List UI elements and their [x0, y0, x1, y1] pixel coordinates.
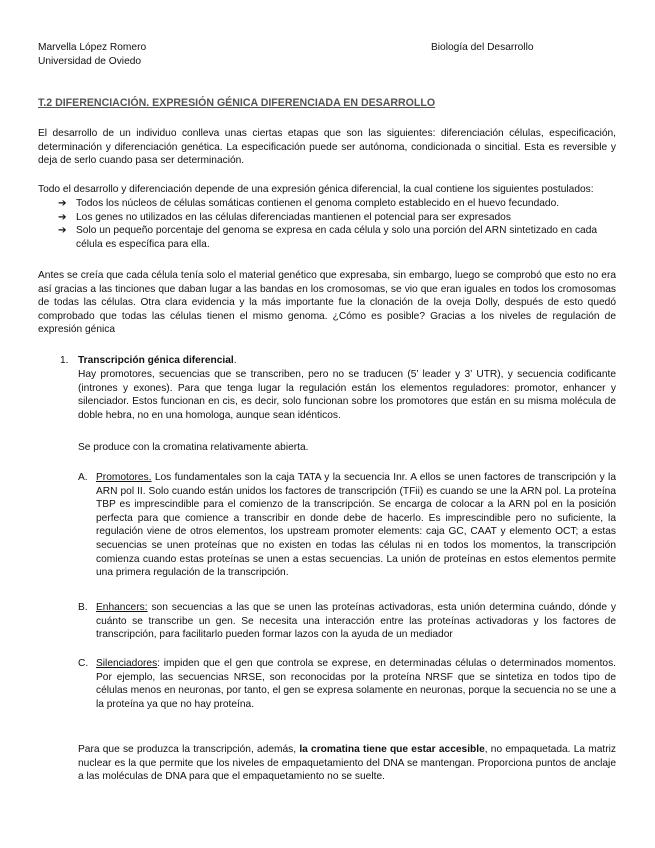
element-text: : impiden que el gen que controla se exprese, en determinadas células o determinados momentos. Por ejemplo, las secuencias NRSE, son reconocidas por la proteína NRSF que se sintetiza en todos tipo de células menos en neuronas, por tanto, el gen se expresa solamente en neuronas, porque la secuencia no se une a la proteína ya que no hay proteína.	[96, 658, 616, 710]
history-paragraph: Antes se creía que cada célula tenía solo el material genético que expresaba, sin embargo, luego se comprobó que esto no era así gracias a las tinciones que daban lugar a las bandas en los cromosomas, se vio que eran iguales en todos los cromosomas de todas las células. Otra clara evidencia y la más importante fue la clonación de la oveja Dolly, después de esto quedó comprobado que todas las células tienen el mismo genoma. ¿Cómo es posible? Gracias a los niveles de regulación de expresión génica	[38, 270, 616, 336]
header-left	[38, 41, 146, 69]
postulate-text: Los genes no utilizados en las células diferenciadas mantienen el potencial para ser expresados	[76, 211, 511, 223]
list-item	[58, 197, 616, 211]
intro-paragraph: El desarrollo de un individuo conlleva unas ciertas etapas que son las siguientes: diferenciación células, especificación, determinación y diferenciación genética. La especificación puede ser autónoma, condicionada o sincitial. Esta es reversible y deja de serlo cuando pasa ser determinación.	[38, 128, 616, 167]
element-letter: C.	[78, 658, 89, 669]
final-text-bold: la cromatina tiene que estar accesible	[299, 744, 485, 755]
postulate-text: Solo un pequeño porcentaje del genoma se expresa en cada célula y solo una porción del ARN sintetizado en cada célula es específica para ella.	[76, 225, 598, 250]
university-name: Universidad de Oviedo	[38, 56, 142, 67]
postulates-intro: Todo el desarrollo y diferenciación depende de una expresión génica diferencial, la cual contiene los siguientes postulados:	[38, 184, 594, 195]
section-body: Hay promotores, secuencias que se transcriben, pero no se traducen (5’ leader y 3’ UTR), y secuencia codificante (intrones y exones). Para que tenga lugar la regulación están los elementos reguladores: promotor, enhancer y silenciador. Estos funcionan en cis, es decir, solo funcionan sobre los promotores que están en su misma molécula de doble hebra, no en una homologa, aunque sean idénticos.	[78, 369, 616, 421]
section-title	[78, 354, 237, 368]
document-title: T.2 DIFERENCIACIÓN. EXPRESIÓN GÉNICA DIFERENCIADA EN DESARROLLO	[38, 97, 436, 109]
postulate-text: Todos los núcleos de células somáticas contienen el genoma completo establecido en el huevo fecundado.	[76, 198, 560, 209]
element-term: Promotores.	[96, 472, 152, 483]
element-letter: A.	[78, 472, 88, 483]
final-text-before: Para que se produzca la transcripción, además,	[78, 744, 300, 755]
final-text-after: , no empaquetada. La matriz nuclear es la que permite que los niveles de empaquetamiento del DNA se mantengan. Proporciona puntos de anclaje a las moléculas de DNA para que el empaquetamiento no se suelte.	[78, 744, 616, 783]
element-text: son secuencias a las que se unen las proteínas activadoras, esta unión determina cuándo, dónde y cuánto se transcribe un gen. Se necesita una interacción entre las proteínas activadoras y los factores de transcripción, para facilitarlo pueden formar lazos con la ayuda de un mediador	[96, 602, 616, 641]
element-promotores	[96, 471, 616, 580]
arrow-icon: ➔	[58, 198, 67, 209]
final-paragraph	[78, 743, 616, 784]
arrow-icon: ➔	[58, 211, 67, 223]
section-title-text: Transcripción génica diferencial	[78, 355, 234, 366]
postulates-list	[58, 197, 616, 251]
arrow-icon: ➔	[58, 225, 67, 237]
list-item	[58, 211, 616, 225]
element-enhancers	[96, 601, 616, 642]
subject-name: Biología del Desarrollo	[431, 42, 534, 53]
element-text: Los fundamentales son la caja TATA y la secuencia Inr. A ellos se unen factores de transcripción y la ARN pol II. Solo cuando están unidos los factores de transcripción (TFii) es cuando se une la ARN pol. La proteína TBP es imprescindible para el comienzo de la transcripción. Se encarga de colocar a la ARN pol en la posición perfecta para que comience a transcribir en donde debe de hacerlo. Es imprescindible pero no suficiente, la regulación viene de otros elementos, los upstream promoter elements: caja GC, CAAT y elemento OCT; a estas secuencias se unen proteínas que no existen en todas las células ni en todos los momentos, la transcripción comienza cuando estas proteínas se unen a estas secuencias. La unión de proteínas en estos elementos permite una primera regulación de la transcripción.	[96, 472, 616, 579]
section-number: 1.	[60, 355, 69, 366]
list-item	[58, 224, 616, 251]
element-term: Enhancers:	[96, 602, 148, 613]
element-letter: B.	[78, 602, 88, 613]
element-silenciadores	[96, 657, 616, 711]
element-term: Silenciadores	[96, 658, 158, 669]
chromatin-note: Se produce con la cromatina relativamente abierta.	[78, 442, 309, 453]
section-title-end: .	[233, 355, 237, 366]
author-name: Marvella López Romero	[38, 42, 147, 53]
